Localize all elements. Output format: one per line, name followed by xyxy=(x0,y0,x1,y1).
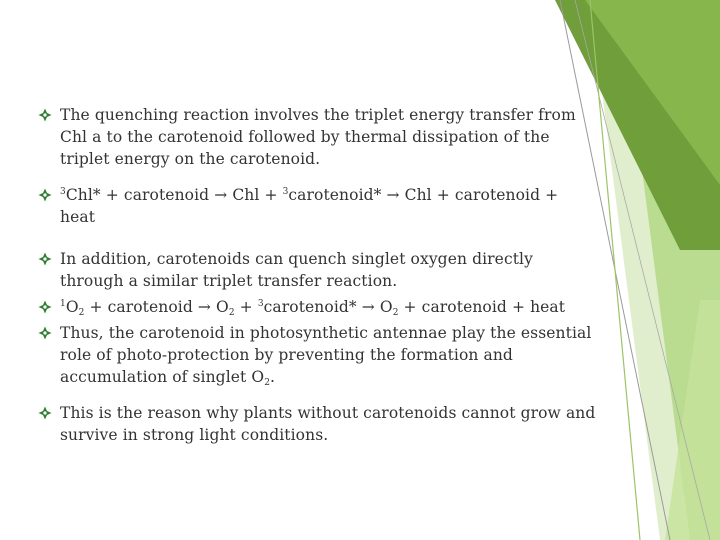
diamond-bullet-icon xyxy=(38,406,52,420)
bullet-photo-protection xyxy=(38,322,598,388)
equation-part: + carotenoid + heat xyxy=(398,298,566,316)
bullet-plants-survival xyxy=(38,402,598,446)
diamond-bullet-icon xyxy=(38,252,52,266)
diamond-bullet-icon xyxy=(38,188,52,202)
sentence-end: . xyxy=(270,368,276,386)
bullet-singlet-oxygen xyxy=(38,248,598,292)
subscript-2: 2 xyxy=(264,378,271,388)
subscript-2: 2 xyxy=(392,308,399,318)
diamond-bullet-icon xyxy=(38,300,52,314)
bullet-oxygen-equation xyxy=(38,296,598,318)
subscript-2: 2 xyxy=(228,308,235,318)
bullet-text: In addition, carotenoids can quench singlet oxygen directly through a similar triplet transfer reaction. xyxy=(60,250,533,290)
equation-part: O xyxy=(65,298,79,316)
bullet-chl-equation xyxy=(38,184,598,228)
equation-part: + xyxy=(234,298,258,316)
superscript-3: 3 xyxy=(60,187,66,197)
equation-part: Chl* + carotenoid → Chl + xyxy=(65,186,283,204)
bullet-quenching-reaction xyxy=(38,104,598,170)
bullet-text: This is the reason why plants without carotenoids cannot grow and survive in strong light conditions. xyxy=(60,404,596,444)
subscript-2: 2 xyxy=(78,308,85,318)
superscript-3: 3 xyxy=(257,299,264,309)
superscript-1: 1 xyxy=(60,299,66,309)
equation-part: + carotenoid → O xyxy=(84,298,229,316)
equation-part: carotenoid* → Chl + carotenoid + heat xyxy=(60,186,559,226)
equation-part: carotenoid* → O xyxy=(263,298,393,316)
superscript-3: 3 xyxy=(282,187,289,197)
bullet-text: Thus, the carotenoid in photosynthetic antennae play the essential role of photo-protection by preventing the formation and accumulation of singlet O xyxy=(60,324,592,386)
diamond-bullet-icon xyxy=(38,326,52,340)
bullet-list xyxy=(38,104,598,446)
diamond-bullet-icon xyxy=(38,108,52,122)
bullet-text: The quenching reaction involves the triplet energy transfer from Chl a to the carotenoid followed by thermal dissipation of the triplet energy on the carotenoid. xyxy=(60,106,576,168)
